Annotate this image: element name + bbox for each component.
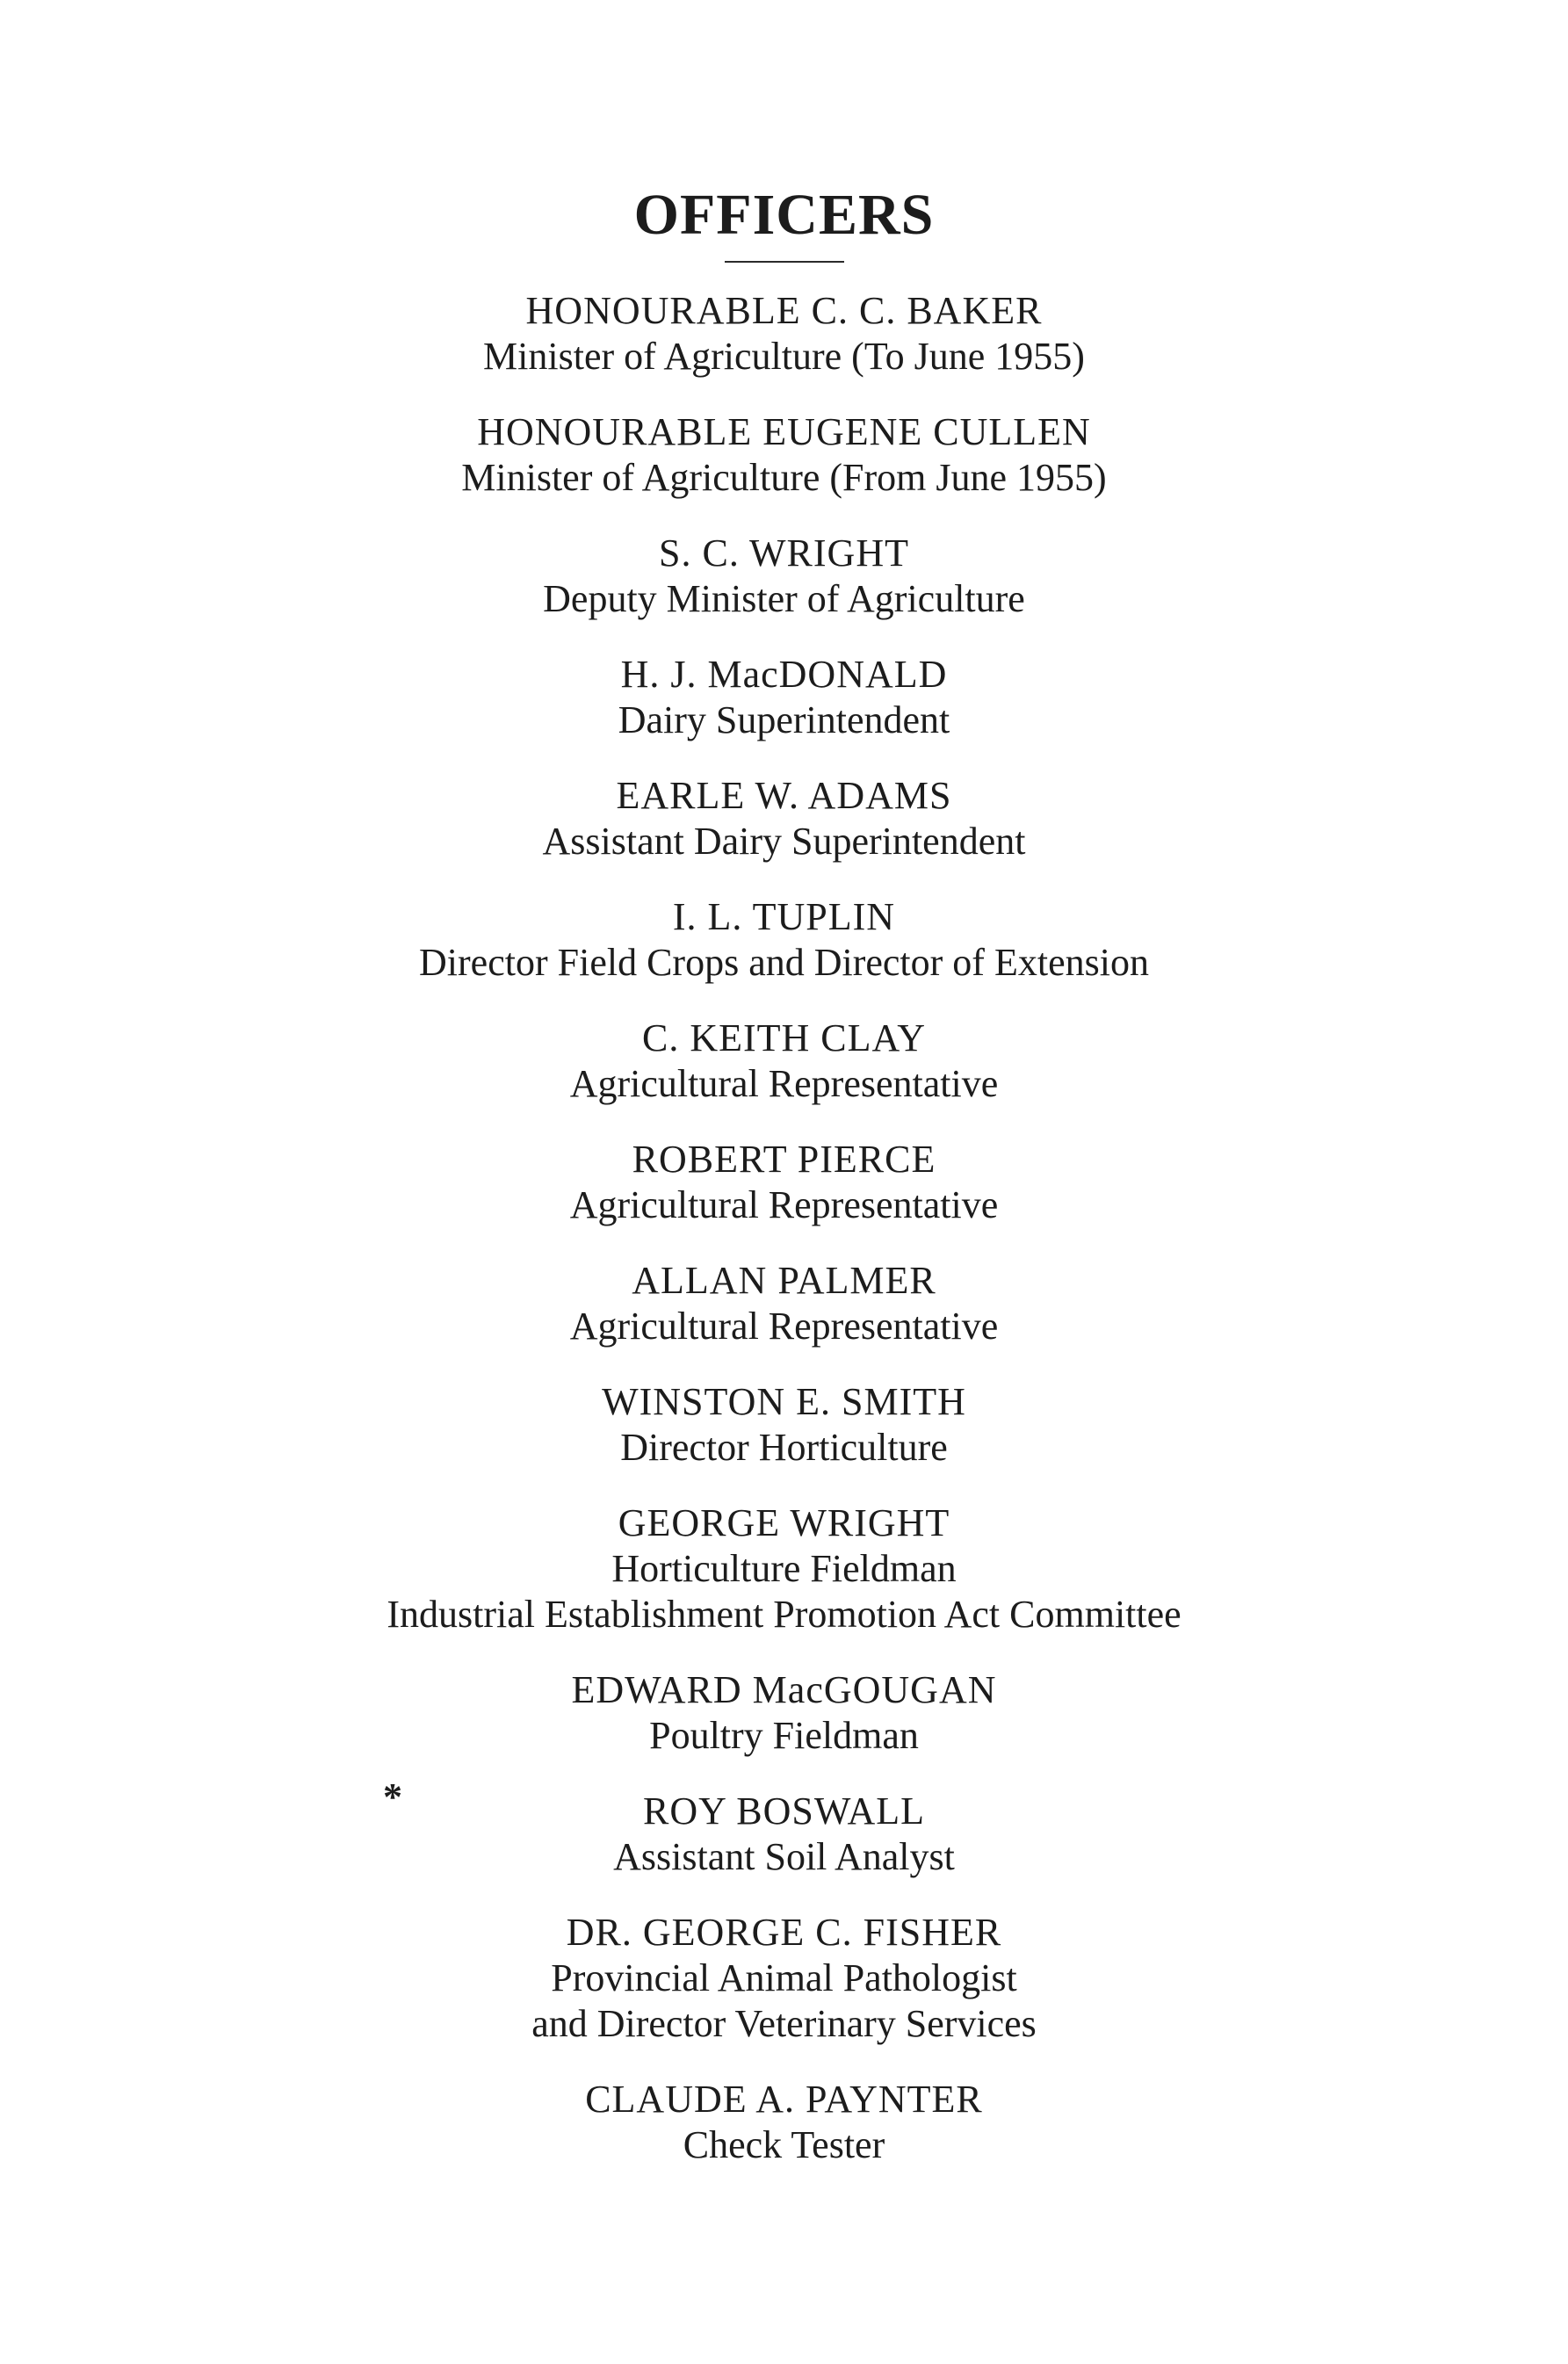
officer-name: CLAUDE A. PAYNTER bbox=[585, 2078, 983, 2121]
officer-name: I. L. TUPLIN bbox=[672, 895, 896, 938]
officer-entry bbox=[0, 1789, 1568, 1880]
officer-role: Agricultural Representative bbox=[569, 1305, 999, 1348]
asterisk-marker: * bbox=[383, 1775, 402, 1818]
officer-name: ROY BOSWALL bbox=[642, 1789, 926, 1833]
officer-entry bbox=[0, 409, 1568, 501]
officer-role: Director Horticulture bbox=[620, 1426, 948, 1469]
officer-name: WINSTON E. SMITH bbox=[602, 1380, 966, 1423]
officer-entry bbox=[0, 894, 1568, 986]
officer-name: EDWARD MacGOUGAN bbox=[571, 1668, 997, 1711]
officer-role: Check Tester bbox=[683, 2123, 885, 2166]
officer-name: C. KEITH CLAY bbox=[641, 1016, 927, 1059]
officer-name: ROBERT PIERCE bbox=[632, 1138, 936, 1181]
officer-entry bbox=[0, 1137, 1568, 1228]
officer-role: Agricultural Representative bbox=[569, 1062, 999, 1105]
title-rule bbox=[725, 261, 844, 263]
officer-name: EARLE W. ADAMS bbox=[616, 774, 952, 817]
officer-role: Minister of Agriculture (To June 1955) bbox=[483, 335, 1085, 378]
officer-entry bbox=[0, 1667, 1568, 1759]
officer-entry bbox=[0, 2077, 1568, 2168]
officer-role: Assistant Dairy Superintendent bbox=[542, 820, 1026, 863]
officer-entry bbox=[0, 773, 1568, 864]
officer-name: GEORGE WRIGHT bbox=[618, 1501, 950, 1544]
officer-role: Dairy Superintendent bbox=[618, 698, 950, 741]
officer-role: Poultry Fieldman bbox=[649, 1714, 919, 1757]
officer-name: S. C. WRIGHT bbox=[659, 531, 909, 575]
officer-entry bbox=[0, 652, 1568, 743]
officer-entry bbox=[0, 1016, 1568, 1107]
officer-role: Assistant Soil Analyst bbox=[613, 1835, 955, 1878]
officer-entry bbox=[0, 1258, 1568, 1349]
officer-role: Provincial Animal Pathologist bbox=[551, 1956, 1017, 1999]
officer-name: HONOURABLE C. C. BAKER bbox=[525, 289, 1043, 332]
officer-role: Director Field Crops and Director of Extension bbox=[419, 941, 1149, 984]
officer-role: Industrial Establishment Promotion Act Committee bbox=[387, 1593, 1181, 1636]
officer-role: Horticulture Fieldman bbox=[611, 1547, 957, 1590]
officer-name: H. J. MacDONALD bbox=[620, 653, 948, 696]
officers-list bbox=[0, 281, 1568, 2168]
officer-entry bbox=[0, 288, 1568, 380]
officer-entry bbox=[0, 1500, 1568, 1592]
officer-entry bbox=[0, 1592, 1568, 1637]
page-title: OFFICERS bbox=[633, 183, 935, 247]
officer-name: ALLAN PALMER bbox=[632, 1259, 936, 1302]
officer-role: Deputy Minister of Agriculture bbox=[543, 577, 1025, 620]
officer-role: Minister of Agriculture (From June 1955) bbox=[461, 456, 1107, 499]
officer-entry bbox=[0, 531, 1568, 622]
officer-entry bbox=[0, 1910, 1568, 2047]
officer-name: HONOURABLE EUGENE CULLEN bbox=[477, 410, 1091, 453]
officer-role-line2: and Director Veterinary Services bbox=[531, 2002, 1037, 2045]
officer-name: DR. GEORGE C. FISHER bbox=[566, 1911, 1002, 1954]
officer-entry bbox=[0, 1379, 1568, 1471]
officer-role: Agricultural Representative bbox=[569, 1183, 999, 1226]
